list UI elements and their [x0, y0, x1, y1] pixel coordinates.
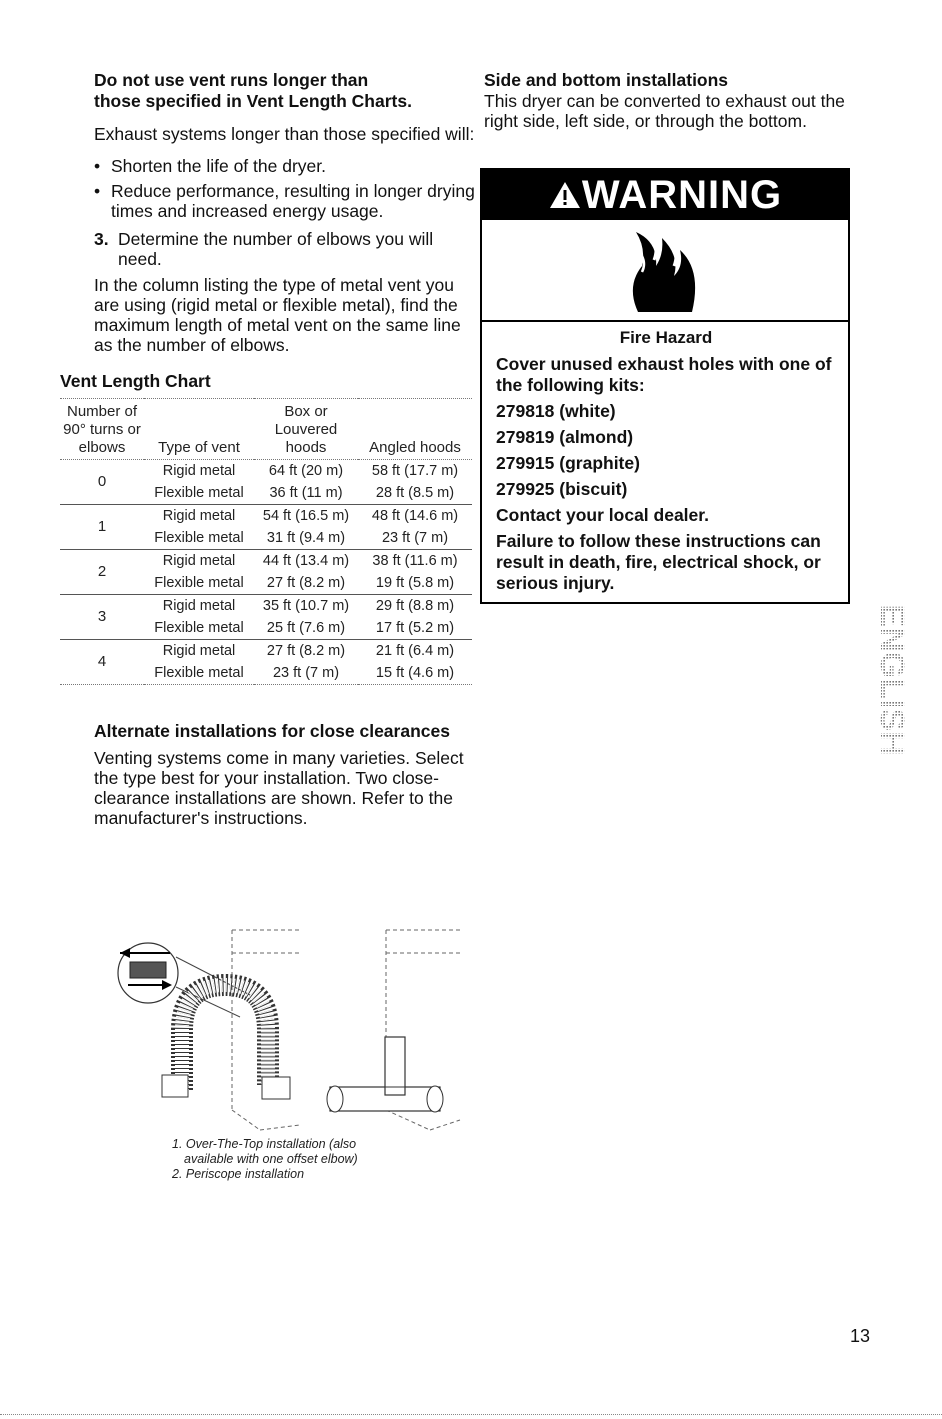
warning-banner: WARNING	[482, 170, 848, 220]
box-hood-length-cell: 64 ft (20 m)	[268, 463, 344, 479]
close-clearance-figure	[110, 925, 470, 1135]
cover-instruction: Cover unused exhaust holes with one of the following kits:	[496, 354, 832, 395]
vent-type-cell: Flexible metal	[154, 665, 244, 681]
consequence-list	[94, 156, 480, 221]
elbows-cell: 2	[60, 550, 144, 595]
left-column	[60, 70, 480, 828]
alternate-installations	[60, 721, 480, 828]
angled-hood-length-cell: 21 ft (6.4 m)	[375, 643, 455, 659]
vent-length-table	[60, 398, 472, 685]
vent-length-chart	[60, 371, 480, 685]
side-bottom-text: This dryer can be converted to exhaust out the right side, left side, or through the bottom.	[484, 91, 845, 131]
box-hood-length-cell: 31 ft (9.4 m)	[254, 527, 358, 550]
vent-type-cell: Flexible metal	[144, 572, 254, 595]
vent-type-cell: Flexible metal	[144, 527, 254, 550]
contact-dealer: Contact your local dealer.	[496, 505, 709, 525]
kit-item: 279915 (graphite)	[496, 453, 640, 473]
warning-body	[482, 322, 848, 594]
elbows-cell: 1	[60, 505, 144, 550]
vent-type-cell: Rigid metal	[162, 598, 236, 614]
fire-pictogram	[482, 220, 848, 322]
vent-run-warning-heading: Do not use vent runs longer than those specified in Vent Length Charts.	[94, 70, 412, 111]
over-the-top-illustration	[118, 930, 300, 1130]
box-hood-length-cell: 35 ft (10.7 m)	[262, 598, 350, 614]
language-tab-label: ENGLISH	[873, 604, 910, 756]
table-header-row	[60, 399, 472, 460]
column-header: Type of vent	[158, 439, 240, 456]
angled-hood-length-cell: 48 ft (14.6 m)	[371, 508, 459, 524]
vent-type-cell: Flexible metal	[144, 617, 254, 640]
table-row	[60, 550, 472, 573]
alternate-text: Venting systems come in many varieties. Select the type best for your installation. Two close-clearance installations are shown. Refer to the manufacturer's instructions.	[94, 748, 464, 828]
box-hood-length-cell: 36 ft (11 m)	[254, 482, 358, 505]
box-hood-length-cell: 27 ft (8.2 m)	[266, 643, 346, 659]
angled-hood-length-cell: 29 ft (8.8 m)	[375, 598, 455, 614]
angled-hood-length-cell: 38 ft (11.6 m)	[372, 553, 458, 569]
table-row	[60, 640, 472, 663]
warning-box	[480, 168, 850, 604]
column-header: Angled hoods	[369, 439, 461, 456]
box-hood-length-cell: 44 ft (13.4 m)	[262, 553, 350, 569]
elbows-cell: 4	[97, 653, 107, 670]
vent-type-cell: Rigid metal	[162, 553, 236, 569]
column-header: Box or Louvered hoods	[274, 403, 338, 456]
angled-hood-length-cell: 15 ft (4.6 m)	[375, 665, 455, 681]
warning-triangle-icon	[548, 180, 582, 210]
alternate-heading: Alternate installations for close clearances	[94, 721, 450, 741]
vent-table-body	[60, 460, 472, 685]
chart-title: Vent Length Chart	[60, 371, 211, 391]
angled-hood-length-cell: 23 ft (7 m)	[358, 527, 472, 550]
elbows-cell: 3	[60, 595, 144, 640]
kit-item: 279818 (white)	[496, 401, 616, 421]
box-hood-length-cell: 23 ft (7 m)	[272, 665, 340, 681]
table-row	[60, 460, 472, 483]
box-hood-length-cell: 54 ft (16.5 m)	[262, 508, 350, 524]
failure-consequence: Failure to follow these instructions can result in death, fire, electrical shock, or serious injury.	[496, 531, 821, 593]
elbows-cell: 0	[60, 460, 144, 505]
table-row	[60, 505, 472, 528]
installation-illustration	[110, 925, 470, 1135]
exhaust-intro: Exhaust systems longer than those specified will:	[94, 124, 475, 144]
language-side-tab	[870, 580, 910, 780]
box-hood-length-cell: 27 ft (8.2 m)	[254, 572, 358, 595]
side-bottom-heading: Side and bottom installations	[484, 70, 729, 90]
vent-type-cell: Flexible metal	[144, 482, 254, 505]
column-instructions: In the column listing the type of metal vent you are using (rigid metal or flexible metal), find the maximum length of metal vent on the same line as the number of elbows.	[94, 275, 461, 355]
table-row	[60, 595, 472, 618]
angled-hood-length-cell: 58 ft (17.7 m)	[371, 463, 459, 479]
bottom-rule	[0, 1414, 942, 1415]
vent-type-cell: Rigid metal	[162, 643, 236, 659]
step-3: 3. Determine the number of elbows you will need.	[94, 229, 434, 269]
fire-icon	[620, 226, 710, 314]
list-item: • Reduce performance, resulting in longer drying times and increased energy usage.	[94, 181, 480, 221]
periscope-illustration	[327, 930, 460, 1130]
angled-hood-length-cell: 28 ft (8.5 m)	[358, 482, 472, 505]
vent-type-cell: Rigid metal	[162, 463, 236, 479]
vent-type-cell: Rigid metal	[162, 508, 236, 524]
page-number: 13	[850, 1326, 871, 1346]
language-tab-graphic	[870, 580, 910, 780]
column-header: Number of 90° turns or elbows	[63, 403, 141, 456]
list-item: • Shorten the life of the dryer.	[94, 156, 480, 176]
kit-item: 279819 (almond)	[496, 427, 634, 447]
angled-hood-length-cell: 19 ft (5.8 m)	[358, 572, 472, 595]
right-column	[484, 70, 854, 131]
kit-item: 279925 (biscuit)	[496, 479, 628, 499]
box-hood-length-cell: 25 ft (7.6 m)	[254, 617, 358, 640]
angled-hood-length-cell: 17 ft (5.2 m)	[358, 617, 472, 640]
hazard-title: Fire Hazard	[619, 328, 713, 347]
figure-caption: 1. Over-The-Top installation (also available with one offset elbow) 2. Periscope installation	[172, 1137, 358, 1181]
